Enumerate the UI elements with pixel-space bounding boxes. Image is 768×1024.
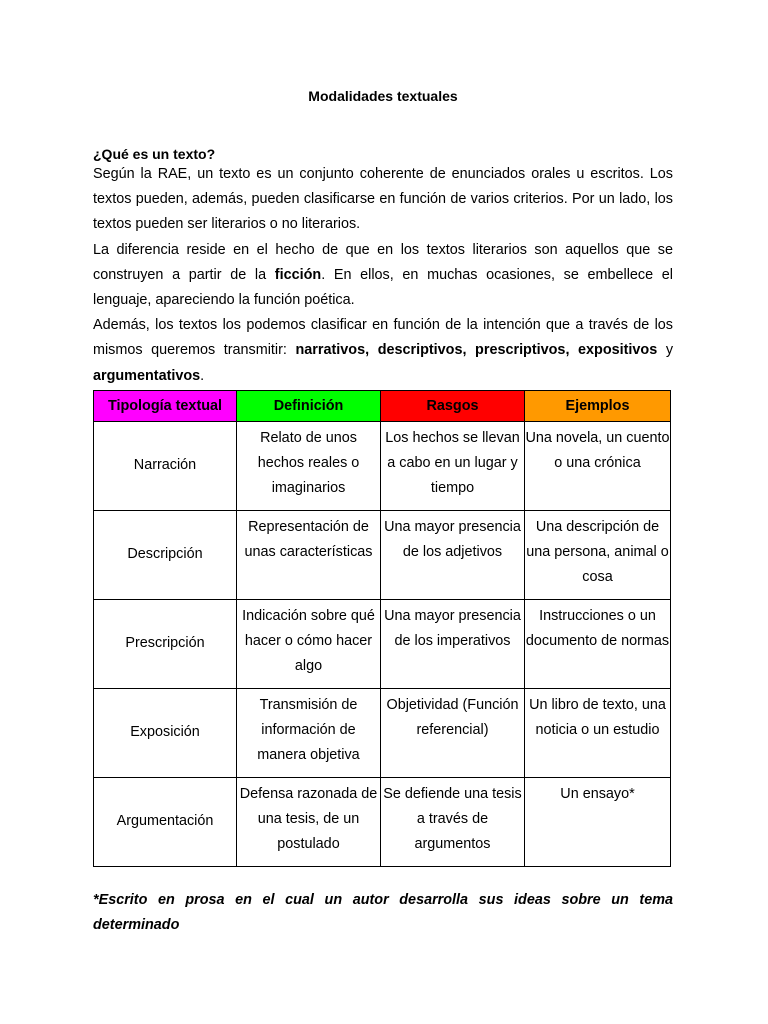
paragraph-3-y: y	[657, 342, 674, 359]
header-rasgos: Rasgos	[381, 391, 525, 422]
cell-tipologia: Narración	[94, 422, 237, 511]
cell-rasgos: Objetividad (Función referencial)	[381, 689, 525, 778]
cell-rasgos: Una mayor presencia de los imperativos	[381, 600, 525, 689]
body-text	[93, 162, 673, 389]
paragraph-3	[93, 313, 673, 389]
cell-ejemplos: Una descripción de una persona, animal o cosa	[525, 511, 671, 600]
table-row	[94, 778, 671, 867]
table-row	[94, 511, 671, 600]
table-header-row	[94, 391, 671, 422]
cell-tipologia: Exposición	[94, 689, 237, 778]
paragraph-2-bold: ficción	[274, 266, 322, 283]
cell-definicion: Relato de unos hechos reales o imaginarios	[237, 422, 381, 511]
cell-definicion: Defensa razonada de una tesis, de un postulado	[237, 778, 381, 867]
cell-rasgos: Se defiende una tesis a través de argumentos	[381, 778, 525, 867]
paragraph-2-text-b: . En ellos, en muchas ocasiones, se embellece el lenguaje, apareciendo la función poética.	[93, 266, 673, 309]
paragraph-3-end: .	[200, 367, 205, 384]
cell-ejemplos: Un ensayo*	[525, 778, 671, 867]
cell-tipologia: Descripción	[94, 511, 237, 600]
document-title: Modalidades textuales	[308, 88, 458, 104]
table-row	[94, 689, 671, 778]
table-row	[94, 422, 671, 511]
cell-tipologia: Prescripción	[94, 600, 237, 689]
footnote: *Escrito en prosa en el cual un autor desarrolla sus ideas sobre un tema determinado	[93, 892, 673, 934]
paragraph-2	[93, 238, 673, 314]
cell-rasgos: Una mayor presencia de los adjetivos	[381, 511, 525, 600]
cell-ejemplos: Una novela, un cuento o una crónica	[525, 422, 671, 511]
cell-rasgos: Los hechos se llevan a cabo en un lugar y tiempo	[381, 422, 525, 511]
cell-ejemplos: Un libro de texto, una noticia o un estudio	[525, 689, 671, 778]
header-tipologia: Tipología textual	[94, 391, 237, 422]
cell-definicion: Transmisión de información de manera objetiva	[237, 689, 381, 778]
cell-tipologia: Argumentación	[94, 778, 237, 867]
cell-definicion: Indicación sobre qué hacer o cómo hacer algo	[237, 600, 381, 689]
header-definicion: Definición	[237, 391, 381, 422]
paragraph-1: Según la RAE, un texto es un conjunto coherente de enunciados orales u escritos. Los textos pueden, además, pueden clasificarse en función de varios criterios. Por un lado, los textos pueden ser literarios o no literarios.	[93, 166, 673, 233]
cell-ejemplos: Instrucciones o un documento de normas	[525, 600, 671, 689]
paragraph-3-text-a: Además, los textos los podemos clasificar en función de la intención que a través de los mismos queremos transmitir:	[93, 317, 673, 359]
paragraph-3-bold-1: narrativos, descriptivos, prescriptivos, expositivos	[295, 342, 658, 359]
table-row	[94, 600, 671, 689]
paragraph-2-text-a: La diferencia reside en el hecho de que en los textos literarios son aquellos que se construyen a partir de la	[93, 241, 673, 283]
cell-definicion: Representación de unas características	[237, 511, 381, 600]
section-question: ¿Qué es un texto?	[93, 146, 216, 162]
header-ejemplos: Ejemplos	[525, 391, 671, 422]
typology-table	[93, 390, 671, 867]
paragraph-3-bold-2: argumentativos	[93, 367, 201, 384]
